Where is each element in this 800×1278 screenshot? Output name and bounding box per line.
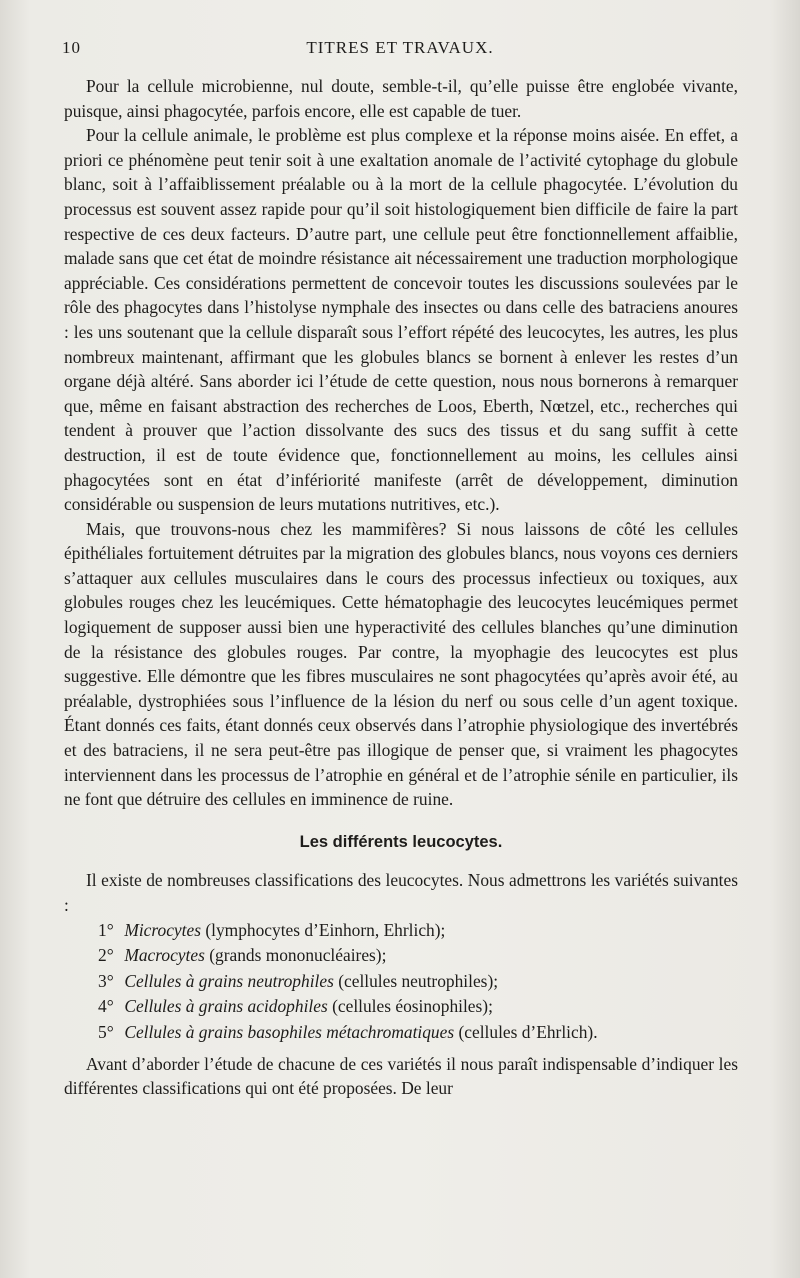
closing-paragraph: Avant d’aborder l’étude de chacune de ces variétés il nous paraît indispensable d’indiquer les différentes classifications qui ont été proposées. De leur [64, 1053, 738, 1099]
running-head: TITRES ET TRAVAUX. [306, 38, 494, 57]
section-intro: Il existe de nombreuses classifications des leucocytes. Nous admettrons les variétés suivantes : [64, 870, 738, 915]
item-number: 3° [98, 970, 114, 991]
item-desc: (cellules éosinophiles); [332, 996, 493, 1017]
item-name: Cellules à grains acidophiles [124, 996, 328, 1017]
paragraph-animal-cell: Pour la cellule animale, le problème est plus complexe et la réponse moins aisée. En effet, a priori ce phénomène peut tenir soit à une exaltation anomale de l’activité cytophage du globule blanc, soit à l’affaiblissement préalable ou à la mort de la cellule phagocytée. L’évolution du processus est souvent assez rapide pour qu’il soit histologiquement bien difficile de faire la part respective de ces deux facteurs. D’autre part, une cellule peut être fonctionnellement affaiblie, malade sans que cet état de moindre résistance ait nécessairement une traduction morphologique appréciable. Ces considérations permettent de concevoir toutes les discussions soulevées par le rôle des phagocytes dans l’histolyse nymphale des insectes ou dans celle des batraciens anoures : les uns soutenant que la cellule disparaît sous l’effort répété des leucocytes, les autres, les plus nombreux maintenant, affirmant que les globules blancs se bornent à enlever les restes d’un organe déjà altéré. Sans aborder ici l’étude de cette question, nous nous bornerons à remarquer que, même en faisant abstraction des recherches de Loos, Eberth, Nœtzel, etc., recherches qui tendent à prouver que l’action dissolvante des sucs des tissus et du sang suffit à cette destruction, il est de toute évidence que, fonctionnellement au moins, les cellules ainsi phagocytées sont en état d’infériorité manifeste (arrêt de développement, diminution considérable ou suspension de leurs mutations nutritives, etc.). [64, 125, 738, 515]
paragraph-microbe: Pour la cellule microbienne, nul doute, semble-t-il, qu’elle puisse être englobée vivante, puisque, ainsi phagocytée, parfois encore, elle est capable de tuer. [64, 76, 738, 121]
item-number: 2° [98, 945, 114, 966]
page-body [64, 74, 738, 1101]
item-name: Microcytes [124, 919, 201, 940]
item-number: 4° [98, 996, 114, 1017]
list-item [64, 918, 738, 944]
leucocyte-list [64, 918, 738, 1046]
item-desc: (cellules d’Ehrlich). [458, 1021, 598, 1042]
list-item [64, 943, 738, 969]
item-name: Cellules à grains neutrophiles [124, 970, 334, 991]
item-number: 1° [98, 919, 114, 940]
item-name: Cellules à grains basophiles métachromatiques [124, 1021, 455, 1042]
page-header [62, 38, 738, 62]
item-desc: (grands mononucléaires); [209, 945, 387, 966]
item-desc: (cellules neutrophiles); [338, 970, 499, 991]
list-item [64, 969, 738, 995]
list-item [64, 994, 738, 1020]
paragraph-mammals: Mais, que trouvons-nous chez les mammifères? Si nous laissons de côté les cellules épithéliales fortuitement détruites par la migration des globules blancs, nous voyons ces derniers s’attaquer aux cellules musculaires dans le cours des processus infectieux ou toxiques, aux globules rouges chez les leucémiques. Cette hématophagie des leucocytes leucémiques permet logiquement de supposer aussi bien une hyperactivité des cellules blanches qu’une diminution de la résistance des globules rouges. Par contre, la myophagie des leucocytes est plus suggestive. Elle démontre que les fibres musculaires ne sont phagocytées qu’après avoir été, au préalable, dystrophiées sous l’influence de la lésion du nerf ou sous celle d’un agent toxique. Étant donnés ces faits, étant donnés ceux observés dans l’atrophie physiologique des invertébrés et des batraciens, il ne sera peut-être pas illogique de penser que, si vraiment les phagocytes interviennent dans les processus de l’atrophie en général et de l’atrophie sénile en particulier, ils ne font que détruire des cellules en imminence de ruine. [64, 518, 738, 810]
page-number: 10 [62, 38, 81, 57]
item-number: 5° [98, 1021, 114, 1042]
item-desc: (lymphocytes d’Einhorn, Ehrlich); [205, 919, 446, 940]
section-title: Les différents leucocytes. [299, 832, 503, 851]
list-item [64, 1020, 738, 1046]
item-name: Macrocytes [124, 945, 205, 966]
